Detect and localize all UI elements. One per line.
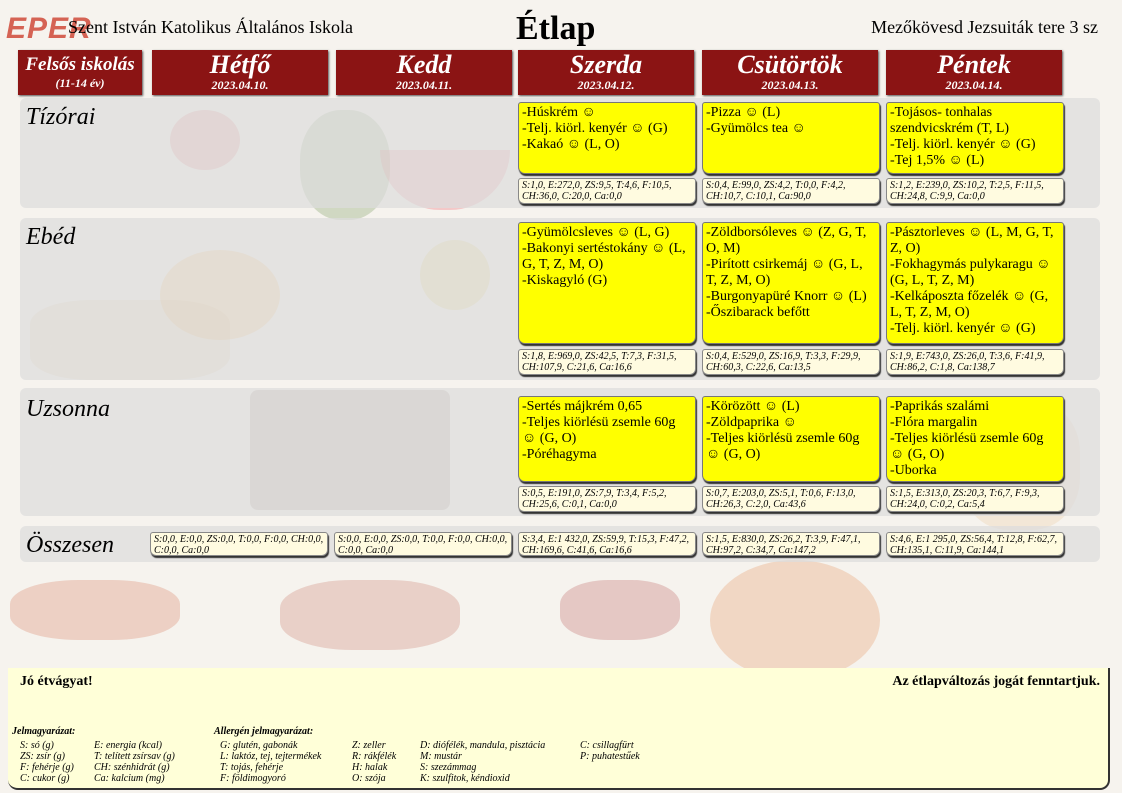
meal-item: T, Z, M, O) [706, 273, 771, 288]
logo: EPER [6, 12, 92, 45]
meal-item: -Fokhagymás pulykaragu ☺ [890, 257, 1051, 272]
meal-tizorai-wednesday [518, 102, 696, 174]
allergen-entry: K: szulfitok, kéndioxid [420, 773, 510, 784]
allergen-entry: C: csillagfürt [580, 740, 634, 751]
legend-entry: E: energia (kcal) [94, 740, 162, 751]
legend-column [20, 740, 74, 784]
meal-item: -Paprikás szalámi [890, 399, 990, 414]
day-label: Hétfő [209, 50, 271, 79]
allergen-entry: S: szezámmag [420, 762, 477, 773]
allergen-entry: O: szója [352, 773, 386, 784]
greeting: Jó étvágyat! [20, 674, 93, 689]
meal-item: -Pásztorleves ☺ (L, M, G, T, [890, 225, 1054, 240]
allergen-column [352, 740, 396, 784]
meal-uzsonna-wednesday [518, 396, 696, 482]
nutrition-uzsonna-friday: S:1,5, E:313,0, ZS:20,3, T:6,7, F:9,3, CH:24,0, C:0,2, Ca:5,4 [886, 486, 1064, 512]
meal-item: ☺ (G, O) [706, 447, 761, 462]
day-date: 2023.04.14. [945, 78, 1003, 92]
meal-item: (G, L, T, Z, M) [890, 273, 975, 288]
column-header-group [18, 50, 142, 95]
salami-decoration [560, 580, 680, 640]
legend-title: Jelmagyarázat: [12, 726, 76, 737]
meal-item: -Burgonyapüré Knorr ☺ (L) [706, 289, 867, 304]
meal-uzsonna-friday [886, 396, 1064, 482]
meal-item: -Gyümölcs tea ☺ [706, 121, 806, 136]
legend-entry: C: cukor (g) [20, 773, 70, 784]
nutrition-tizorai-wednesday: S:1,0, E:272,0, ZS:9,5, T:4,6, F:10,5, CH:36,0, C:20,0, Ca:0,0 [518, 178, 696, 204]
total-friday: S:4,6, E:1 295,0, ZS:56,4, T:12,8, F:62,7, CH:135,1, C:11,9, Ca:144,1 [886, 532, 1064, 556]
legend-entry: ZS: zsír (g) [20, 751, 66, 762]
meal-item: -Telj. kiörl. kenyér ☺ (G) [522, 121, 668, 136]
row-label-osszesen: Összesen [26, 532, 114, 558]
legend-entry: T: telített zsírsav (g) [94, 751, 175, 762]
total-wednesday: S:3,4, E:1 432,0, ZS:59,9, T:15,3, F:47,2, CH:169,6, C:41,6, Ca:16,6 [518, 532, 696, 556]
meal-item: -Bakonyi sertéstokány ☺ (L, [522, 241, 686, 256]
meal-item: -Telj. kiörl. kenyér ☺ (G) [890, 321, 1036, 336]
day-label: Kedd [396, 50, 452, 79]
meal-item: -Teljes kiörlésü zsemle 60g [890, 431, 1044, 446]
nutrition-ebed-friday: S:1,9, E:743,0, ZS:26,0, T:3,6, F:41,9, CH:86,2, C:1,8, Ca:138,7 [886, 349, 1064, 375]
allergen-entry: R: rákfélék [352, 751, 397, 762]
meal-item: -Telj. kiörl. kenyér ☺ (G) [890, 137, 1036, 152]
meal-tizorai-friday [886, 102, 1064, 174]
meal-item: -Zöldborsóleves ☺ (Z, G, T, [706, 225, 867, 240]
meal-item: G, T, Z, M, O) [522, 257, 604, 272]
group-age: (11-14 év) [55, 76, 105, 90]
meal-item: -Kakaó ☺ (L, O) [522, 137, 620, 152]
group-label: Felsős iskolás [25, 54, 135, 75]
nutrition-tizorai-thursday: S:0,4, E:99,0, ZS:4,2, T:0,0, F:4,2, CH:10,7, C:10,1, Ca:90,0 [702, 178, 880, 204]
allergen-entry: H: halak [352, 762, 388, 773]
meal-item: O, M) [706, 241, 741, 256]
day-label: Péntek [937, 50, 1011, 79]
meal-item: -Póréhagyma [522, 447, 597, 462]
school-address: Mezőkövesd Jezsuiták tere 3 sz [871, 17, 1098, 37]
allergen-entry: Z: zeller [352, 740, 386, 751]
day-label: Szerda [569, 50, 643, 79]
meal-item: -Kiskagyló (G) [522, 273, 608, 288]
meal-item: -Pirított csirkemáj ☺ (G, L, [706, 257, 863, 272]
meal-uzsonna-thursday [702, 396, 880, 482]
allergen-entry: P: puhatestűek [580, 751, 640, 762]
meal-item: -Uborka [890, 463, 937, 478]
meal-item: -Teljes kiörlésü zsemle 60g [522, 415, 676, 430]
meal-item: -Flóra margalin [890, 415, 978, 430]
meal-item: -Zöldpaprika ☺ [706, 415, 797, 430]
meal-item: -Pizza ☺ (L) [706, 105, 781, 120]
column-header-thursday [702, 50, 878, 95]
meal-item: Z, O) [890, 241, 921, 256]
allergen-column [580, 740, 640, 762]
allergen-entry: F: földimogyoró [220, 773, 286, 784]
meal-item: -Kelkáposzta főzelék ☺ (G, [890, 289, 1049, 304]
meal-item: szendvicskrém (T, L) [890, 121, 1010, 136]
meal-item: ☺ (G, O) [522, 431, 577, 446]
meal-item: -Gyümölcsleves ☺ (L, G) [522, 225, 670, 240]
day-date: 2023.04.10. [211, 78, 269, 92]
meal-item: -Tojásos- tonhalas [890, 105, 993, 120]
meal-ebed-thursday [702, 222, 880, 344]
pizza-decoration [710, 560, 880, 680]
legend-entry: S: só (g) [20, 740, 54, 751]
day-label: Csütörtök [737, 50, 843, 79]
allergen-entry: L: laktóz, tej, tejtermékek [220, 751, 322, 762]
day-date: 2023.04.13. [761, 78, 819, 92]
total-thursday: S:1,5, E:830,0, ZS:26,2, T:3,9, F:47,1, CH:97,2, C:34,7, Ca:147,2 [702, 532, 880, 556]
sausage-decoration [280, 580, 460, 650]
meal-item: ☺ (G, O) [890, 447, 945, 462]
meal-item: -Sertés májkrém 0,65 [522, 399, 643, 414]
row-label-uzsonna: Uzsonna [26, 396, 111, 422]
legend-entry: CH: szénhidrát (g) [94, 762, 170, 773]
school-name: Szent István Katolikus Általános Iskola [68, 17, 353, 37]
legend-column [94, 740, 175, 784]
meal-tizorai-thursday [702, 102, 880, 174]
meal-item: -Körözött ☺ (L) [706, 399, 800, 414]
allergen-entry: T: tojás, fehérje [220, 762, 284, 773]
footer-panel [8, 668, 1110, 790]
page-title: Étlap [516, 10, 596, 47]
meal-item: -Húskrém ☺ [522, 105, 596, 120]
row-label-ebed: Ebéd [26, 224, 76, 250]
allergen-column [220, 740, 321, 784]
total-tuesday: S:0,0, E:0,0, ZS:0,0, T:0,0, F:0,0, CH:0,0, C:0,0, Ca:0,0 [334, 532, 512, 556]
nutrition-uzsonna-thursday: S:0,7, E:203,0, ZS:5,1, T:0,6, F:13,0, CH:26,3, C:2,0, Ca:43,6 [702, 486, 880, 512]
nutrition-ebed-thursday: S:0,4, E:529,0, ZS:16,9, T:3,3, F:29,9, CH:60,3, C:22,6, Ca:13,5 [702, 349, 880, 375]
notice: Az étlapváltozás jogát fenntartjuk. [892, 674, 1100, 689]
column-header-wednesday [518, 50, 694, 95]
allergen-column [420, 740, 545, 784]
legend-entry: Ca: kalcium (mg) [94, 773, 165, 784]
day-date: 2023.04.12. [577, 78, 635, 92]
allergen-entry: M: mustár [420, 751, 462, 762]
column-header-friday [886, 50, 1062, 95]
allergen-entry: G: glutén, gabonák [220, 740, 298, 751]
meal-item: -Őszibarack befőtt [706, 305, 810, 320]
day-date: 2023.04.11. [395, 78, 453, 92]
column-header-monday [152, 50, 328, 95]
legend-entry: F: fehérje (g) [20, 762, 74, 773]
allergen-entry: D: diófélék, mandula, pisztácia [420, 740, 546, 751]
meal-item: -Teljes kiörlésü zsemle 60g [706, 431, 860, 446]
meal-item: -Tej 1,5% ☺ (L) [890, 153, 985, 168]
allergen-legend-title: Allergén jelmagyarázat: [214, 726, 314, 737]
row-label-tizorai: Tízórai [26, 104, 96, 130]
total-monday: S:0,0, E:0,0, ZS:0,0, T:0,0, F:0,0, CH:0,0, C:0,0, Ca:0,0 [150, 532, 328, 556]
meal-item: L, T, Z, M, O) [890, 305, 970, 320]
ham-decoration [10, 580, 180, 640]
meal-ebed-friday [886, 222, 1064, 344]
nutrition-uzsonna-wednesday: S:0,5, E:191,0, ZS:7,9, T:3,4, F:5,2, CH:25,6, C:0,1, Ca:0,0 [518, 486, 696, 512]
nutrition-tizorai-friday: S:1,2, E:239,0, ZS:10,2, T:2,5, F:11,5, CH:24,8, C:9,9, Ca:0,0 [886, 178, 1064, 204]
column-header-tuesday [336, 50, 512, 95]
meal-ebed-wednesday [518, 222, 696, 344]
nutrition-ebed-wednesday: S:1,8, E:969,0, ZS:42,5, T:7,3, F:31,5, CH:107,9, C:21,6, Ca:16,6 [518, 349, 696, 375]
